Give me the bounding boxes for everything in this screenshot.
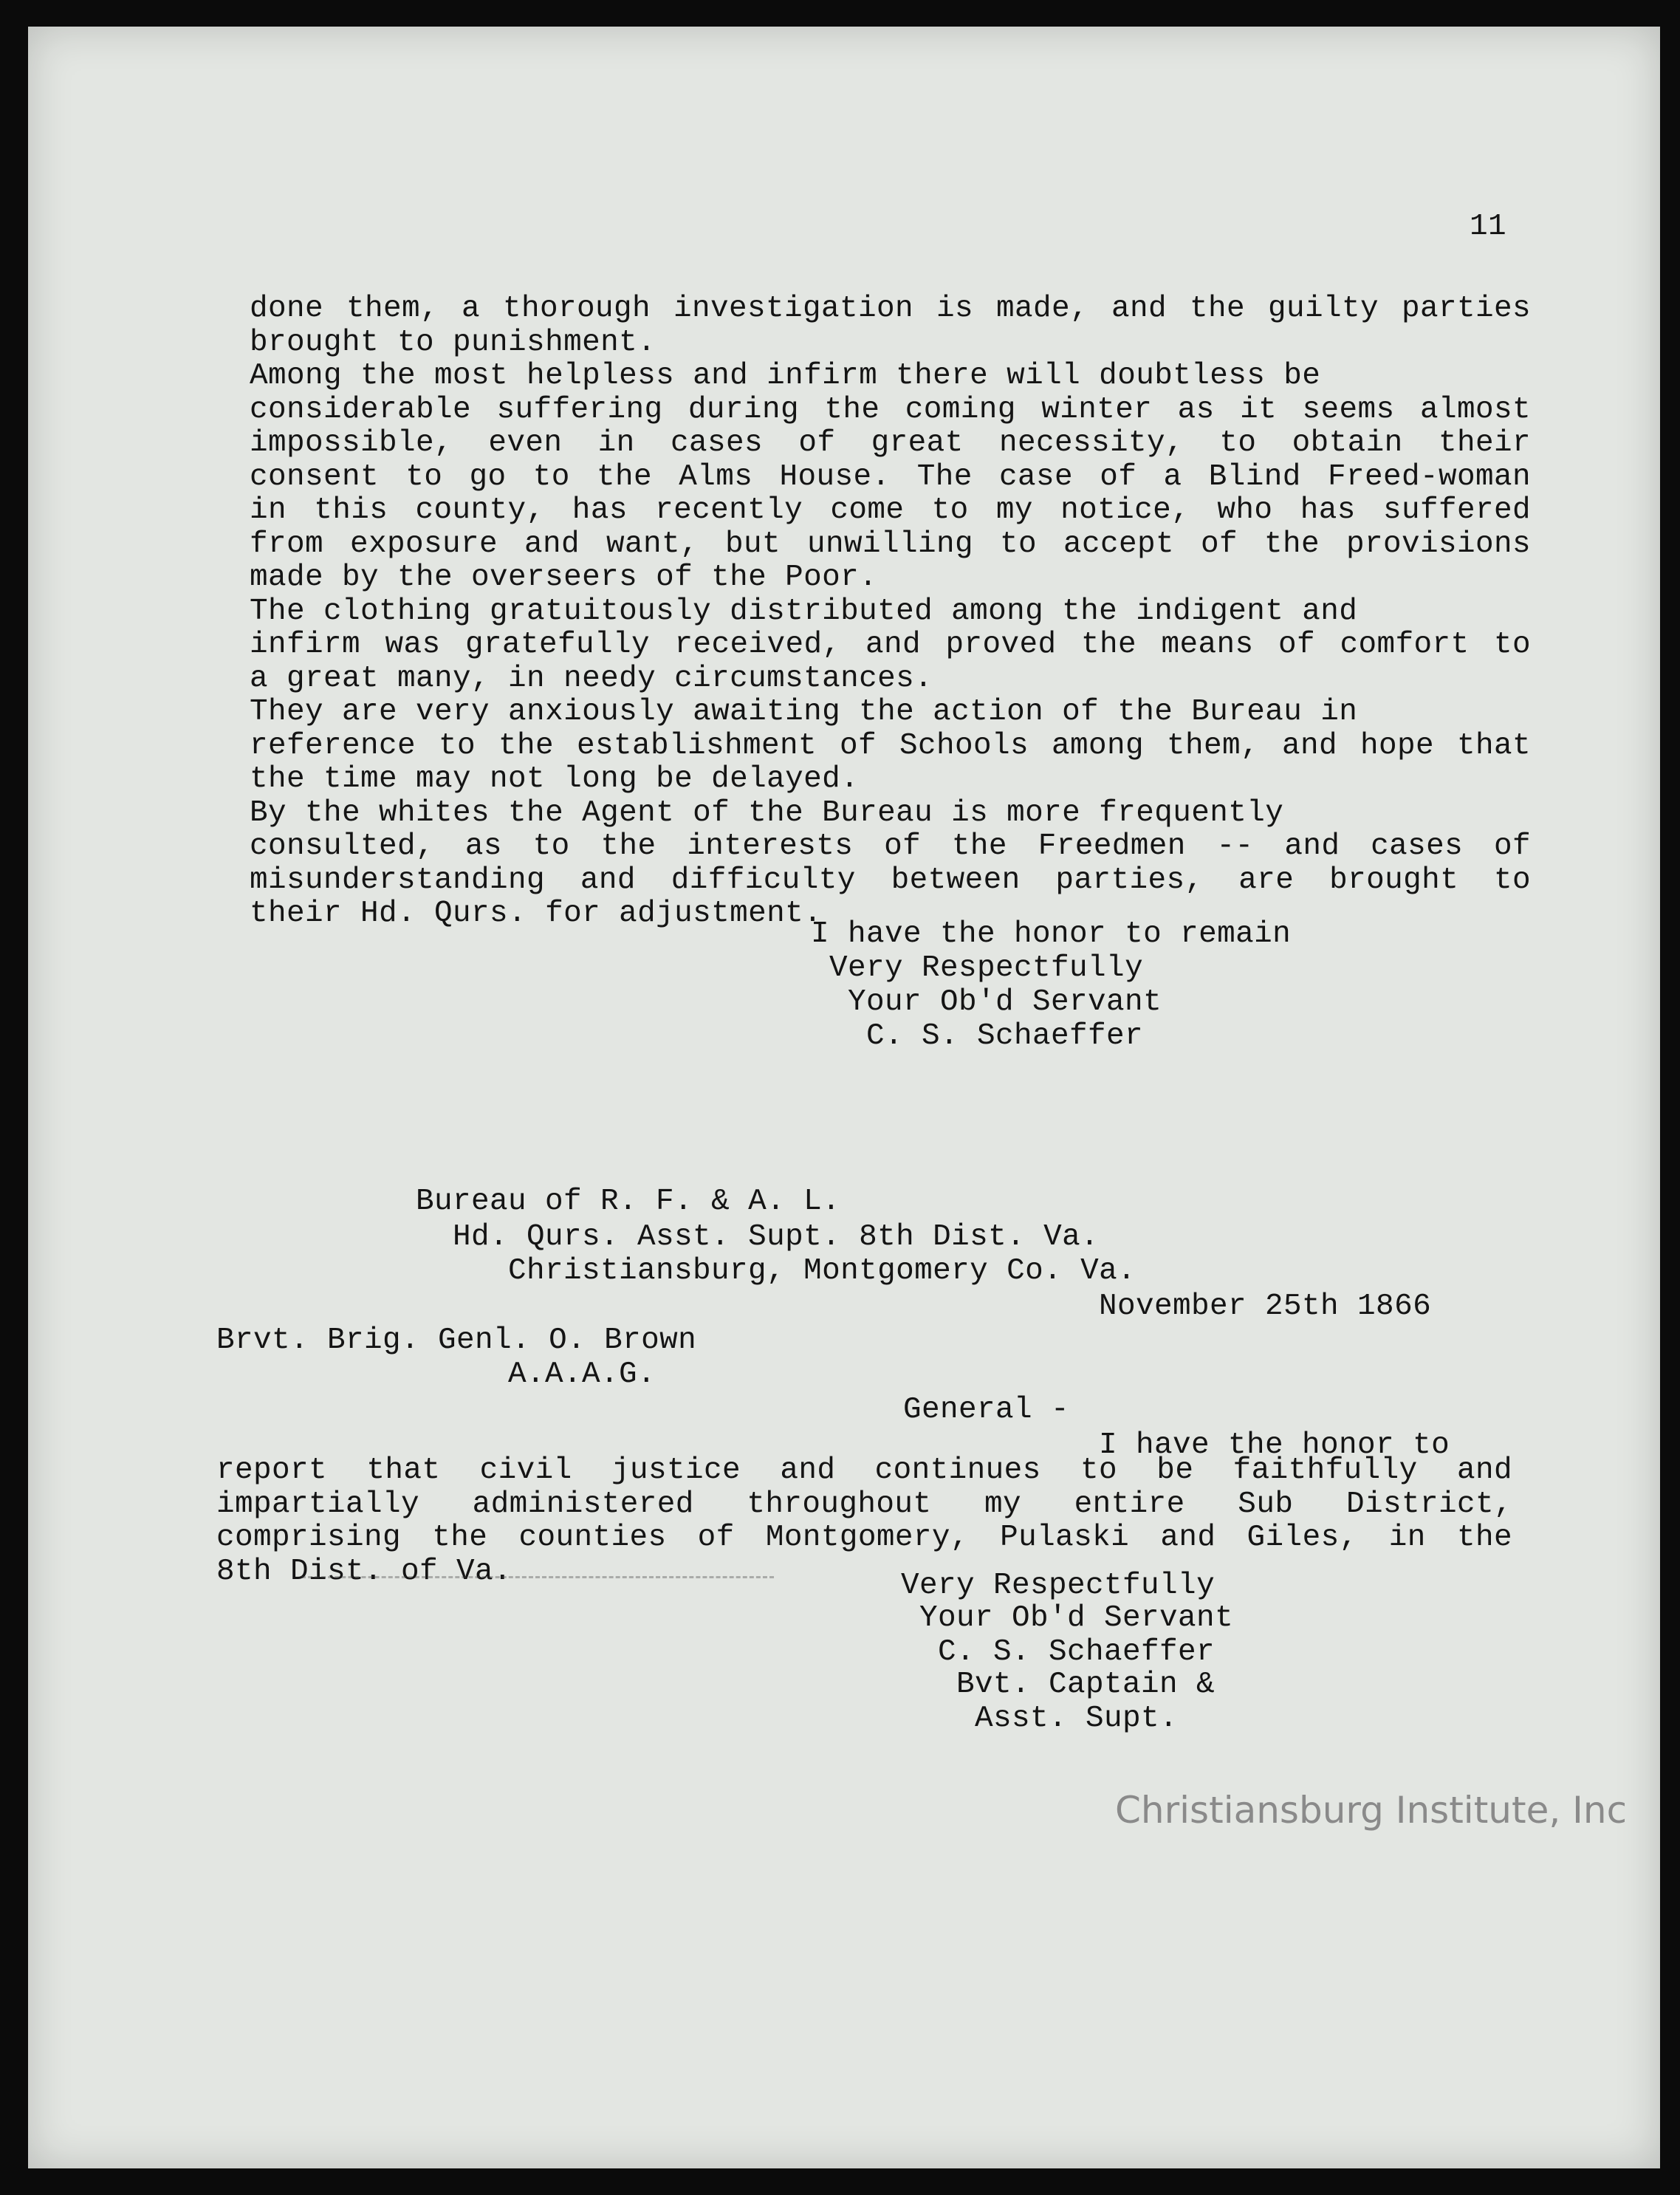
signature: C. S. Schaeffer [938, 1635, 1216, 1669]
body-line: a great many, in needy circumstances. [250, 661, 933, 696]
addressee-name: Brvt. Brig. Genl. O. Brown [216, 1323, 697, 1357]
body-text [250, 292, 1531, 931]
role: Asst. Supt. [975, 1702, 1179, 1736]
body-line: misunderstanding and difficulty between parties, are brought to [250, 863, 1531, 897]
rank: Bvt. Captain & [956, 1668, 1216, 1702]
letter-date: November 25th 1866 [1099, 1290, 1432, 1323]
addressee-title: A.A.A.G. [508, 1357, 656, 1391]
body-line: in this county, has recently come to my notice, who has suffered [250, 493, 1531, 527]
body-line: brought to punishment. [250, 325, 656, 360]
page-number: 11 [1470, 210, 1507, 244]
salutation: General - [903, 1393, 1070, 1427]
body-line: their Hd. Qurs. for adjustment. [250, 897, 823, 931]
body-line: By the whites the Agent of the Bureau is more frequently [250, 795, 1284, 830]
body-line: the time may not long be delayed. [250, 762, 860, 796]
report-line: impartially administered throughout my entire Sub District, [216, 1487, 1512, 1521]
body-line: consent to go to the Alms House. The case of a Blind Freed-woman [250, 459, 1531, 494]
letterhead-line: Bureau of R. F. & A. L. [416, 1185, 841, 1219]
body-line: reference to the establishment of Schools among them, and hope that [250, 728, 1531, 763]
body-line: from exposure and want, but unwilling to accept of the provisions [250, 527, 1531, 561]
document-page [28, 27, 1660, 2168]
body-line: consulted, as to the interests of the Freedmen -- and cases of [250, 829, 1531, 863]
report-line: comprising the counties of Montgomery, Pulaski and Giles, in the [216, 1521, 1512, 1555]
closing-line: Very Respectfully [829, 951, 1144, 985]
body-line: done them, a thorough investigation is made, and the guilty parties [250, 292, 1531, 326]
body-line: made by the overseers of the Poor. [250, 561, 878, 595]
closing-line: Your Ob'd Servant [848, 985, 1162, 1019]
faint-mark [301, 1576, 774, 1578]
report-text [216, 1454, 1512, 1589]
signature: C. S. Schaeffer [866, 1019, 1144, 1053]
letterhead-line: Hd. Qurs. Asst. Supt. 8th Dist. Va. [453, 1220, 1100, 1254]
report-line: report that civil justice and continues to be faithfully and [216, 1453, 1512, 1487]
body-line: considerable suffering during the coming winter as it seems almost [250, 392, 1531, 427]
letterhead-line: Christiansburg, Montgomery Co. Va. [508, 1254, 1136, 1288]
watermark: Christiansburg Institute, Inc [1115, 1789, 1628, 1832]
body-line: Among the most helpless and infirm there will doubtless be [250, 359, 1321, 393]
closing-line: I have the honor to remain [811, 917, 1292, 951]
closing-line: Very Respectfully [901, 1569, 1216, 1603]
closing-line: Your Ob'd Servant [919, 1601, 1234, 1635]
body-line: They are very anxiously awaiting the action of the Bureau in [250, 695, 1358, 729]
body-line: impossible, even in cases of great necessity, to obtain their [250, 426, 1531, 460]
report-line: I have the honor to [1099, 1428, 1450, 1462]
report-line: 8th Dist. of Va. [216, 1554, 512, 1589]
body-line: The clothing gratuitously distributed among the indigent and [250, 594, 1358, 629]
body-line: infirm was gratefully received, and proved the means of comfort to [250, 628, 1531, 662]
